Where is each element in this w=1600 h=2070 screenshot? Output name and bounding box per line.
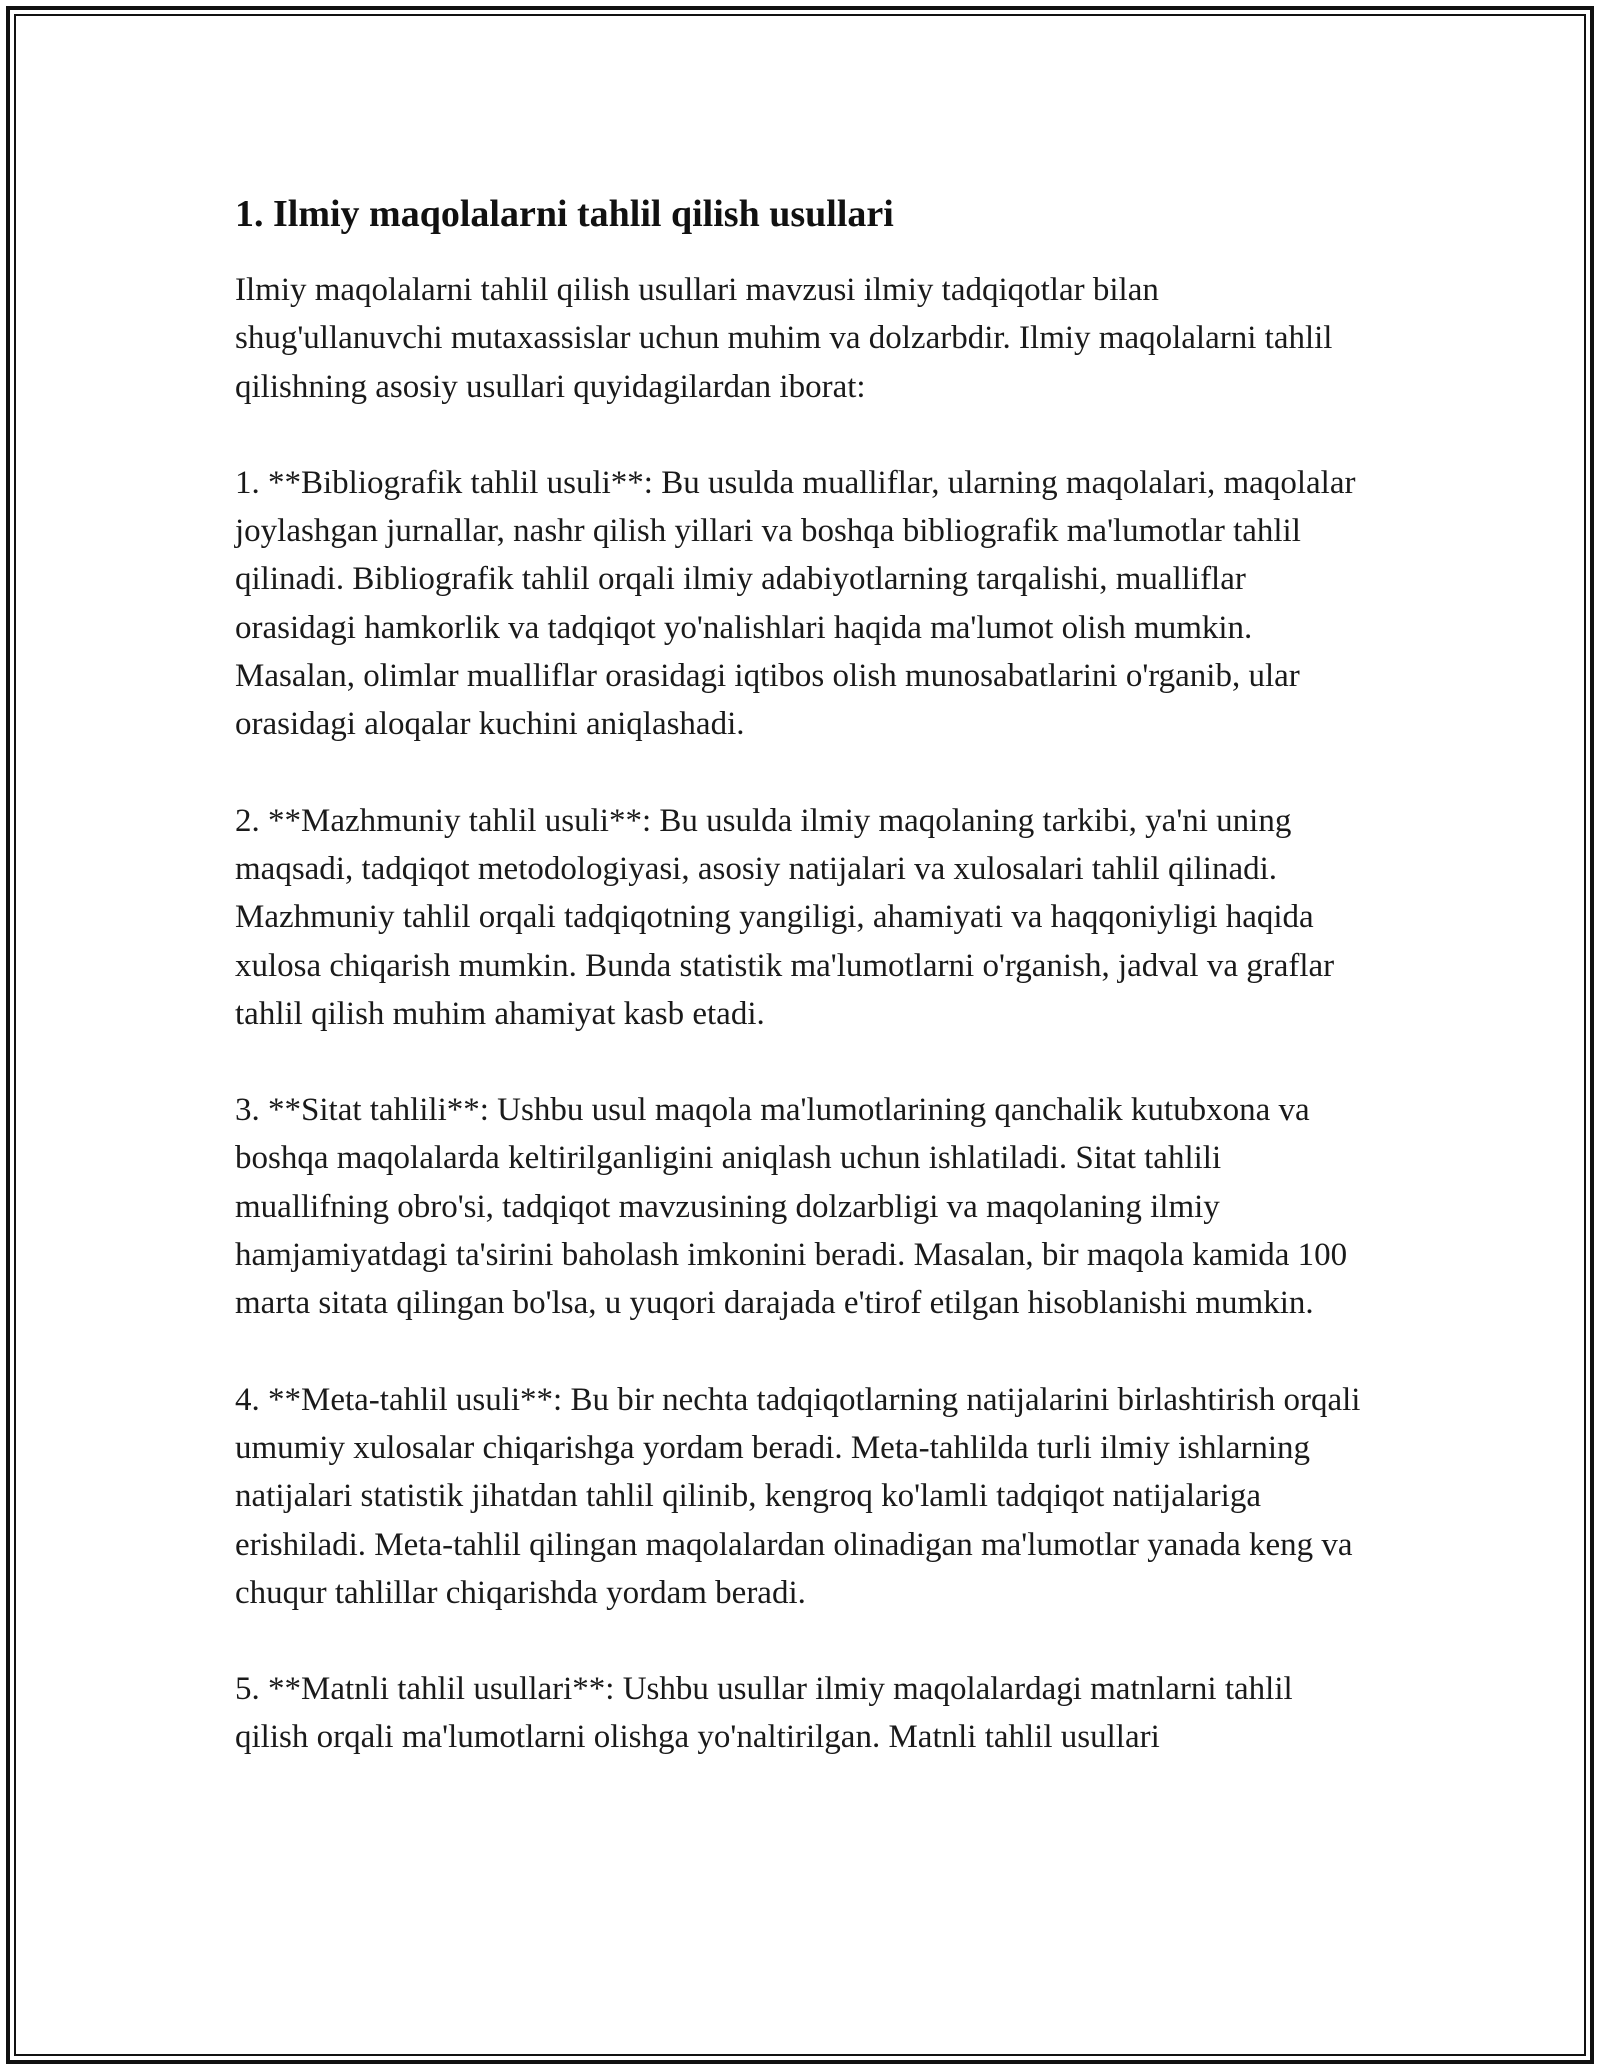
intro-paragraph: Ilmiy maqolalarni tahlil qilish usullari mavzusi ilmiy tadqiqotlar bilan shug'ullanuvchi mutaxassislar uchun muhim va dolzarbdir. Ilmiy maqolalarni tahlil qilishning asosiy usullari quyidagilardan iborat: bbox=[235, 272, 1333, 405]
document-title: 1. Ilmiy maqolalarni tahlil qilish usullari bbox=[235, 193, 894, 235]
document-body bbox=[235, 184, 1370, 1810]
paragraph-bibliographic-analysis: 1. **Bibliografik tahlil usuli**: Bu usulda mualliflar, ularning maqolalari, maqolalar joylashgan jurnallar, nashr qilish yillari va boshqa bibliografik ma'lumotlar tahlil qilinadi. Bibliografik tahlil orqali ilmiy adabiyotlarning tarqalishi, mualliflar orasidagi hamkorlik va tadqiqot yo'nalishlari haqida ma'lumot olish mumkin. Masalan, olimlar mualliflar orasidagi iqtibos olish munosabatlarini o'rganib, ular orasidagi aloqalar kuchini aniqlashadi. bbox=[235, 464, 1356, 743]
paragraph-citation-analysis: 3. **Sitat tahlili**: Ushbu usul maqola ma'lumotlarining qanchalik kutubxona va boshqa maqolalarda keltirilganligini aniqlash uchun ishlatiladi. Sitat tahlili muallifning obro'si, tadqiqot mavzusining dolzarbligi va maqolaning ilmiy hamjamiyatdagi ta'sirini baholash imkonini beradi. Masalan, bir maqola kamida 100 marta sitata qilingan bo'lsa, u yuqori darajada e'tirof etilgan hisoblanishi mumkin. bbox=[235, 1092, 1348, 1322]
paragraph-text-analysis: 5. **Matnli tahlil usullari**: Ushbu usullar ilmiy maqolalardagi matnlarni tahlil qilish orqali ma'lumotlarni olishga yo'naltirilgan. Matnli tahlil usullari bbox=[235, 1671, 1293, 1756]
paragraph-content-analysis: 2. **Mazhmuniy tahlil usuli**: Bu usulda ilmiy maqolaning tarkibi, ya'ni uning maqsadi, tadqiqot metodologiyasi, asosiy natijalari va xulosalari tahlil qilinadi. Mazhmuniy tahlil orqali tadqiqotning yangiligi, ahamiyati va haqqoniyligi haqida xulosa chiqarish mumkin. Bunda statistik ma'lumotlarni o'rganish, jadval va graflar tahlil qilish muhim ahamiyat kasb etadi. bbox=[235, 802, 1335, 1032]
paragraph-meta-analysis: 4. **Meta-tahlil usuli**: Bu bir nechta tadqiqotlarning natijalarini birlashtirish orqali umumiy xulosalar chiqarishga yordam beradi. Meta-tahlilda turli ilmiy ishlarning natijalari statistik jihatdan tahlil qilinib, kengroq ko'lamli tadqiqot natijalariga erishiladi. Meta-tahlil qilingan maqolalardan olinadigan ma'lumotlar yanada keng va chuqur tahlillar chiqarishda yordam beradi. bbox=[235, 1381, 1361, 1611]
